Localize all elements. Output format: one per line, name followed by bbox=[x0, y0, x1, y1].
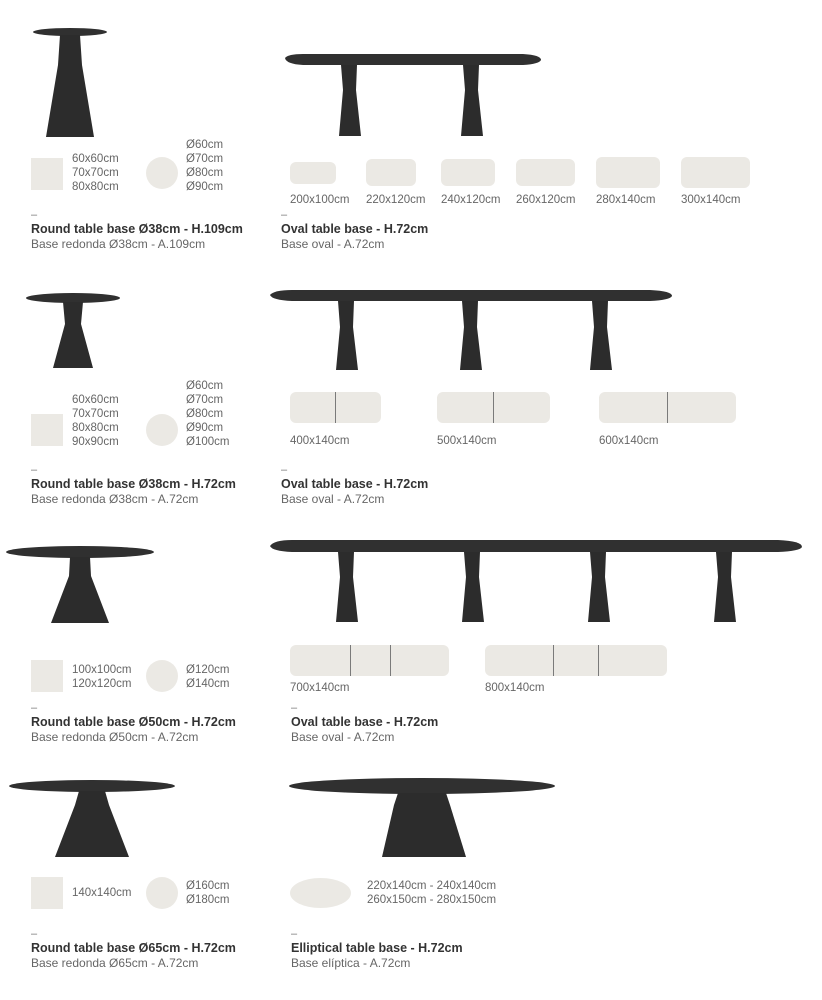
dash-separator: – bbox=[281, 464, 288, 476]
square-sizes-list: 60x60cm 70x70cm 80x80cm bbox=[72, 153, 119, 193]
oval-size-label: 280x140cm bbox=[596, 194, 656, 206]
round-top-swatch bbox=[146, 414, 178, 446]
oval-top-swatch bbox=[681, 157, 750, 188]
dash-separator: – bbox=[291, 702, 298, 714]
square-top-swatch bbox=[31, 414, 63, 446]
oval-top-swatch bbox=[599, 392, 736, 423]
round-table-image bbox=[7, 775, 179, 860]
square-top-swatch bbox=[31, 660, 63, 692]
square-top-swatch bbox=[31, 877, 63, 909]
oval-top-swatch bbox=[290, 162, 336, 184]
oval-top-swatch bbox=[516, 159, 575, 186]
elliptical-sizes-list: 220x140cm - 240x140cm 260x150cm - 280x150cm bbox=[367, 880, 497, 906]
elliptical-top-swatch bbox=[290, 878, 351, 908]
round-sizes-list: Ø60cm Ø70cm Ø80cm Ø90cm Ø100cm bbox=[186, 380, 230, 448]
product-subtitle: Base oval - A.72cm bbox=[291, 730, 395, 744]
dash-separator: – bbox=[31, 209, 38, 221]
oval-size-label: 220x120cm bbox=[366, 194, 426, 206]
dash-separator: – bbox=[281, 209, 288, 221]
product-title: Round table base Ø38cm - H.109cm bbox=[31, 222, 243, 236]
oval-top-swatch bbox=[441, 159, 495, 186]
round-sizes-list: Ø120cm Ø140cm bbox=[186, 664, 230, 690]
oval-size-label: 400x140cm bbox=[290, 435, 350, 447]
product-title: Round table base Ø65cm - H.72cm bbox=[31, 941, 236, 955]
product-title: Round table base Ø38cm - H.72cm bbox=[31, 477, 236, 491]
product-subtitle: Base redonda Ø38cm - A.109cm bbox=[31, 237, 206, 251]
oval-top-swatch bbox=[290, 645, 449, 676]
square-sizes-list: 140x140cm bbox=[72, 887, 132, 899]
product-subtitle: Base redonda Ø50cm - A.72cm bbox=[31, 730, 199, 744]
oval-size-label: 600x140cm bbox=[599, 435, 659, 447]
oval-size-label: 300x140cm bbox=[681, 194, 741, 206]
oval-size-label: 240x120cm bbox=[441, 194, 501, 206]
oval-table-3-leg-image bbox=[268, 285, 678, 373]
product-subtitle: Base oval - A.72cm bbox=[281, 237, 385, 251]
product-subtitle: Base elíptica - A.72cm bbox=[291, 956, 411, 970]
product-title: Elliptical table base - H.72cm bbox=[291, 941, 463, 955]
oval-top-swatch bbox=[437, 392, 550, 423]
round-sizes-list: Ø60cm Ø70cm Ø80cm Ø90cm bbox=[186, 139, 224, 193]
oval-size-label: 260x120cm bbox=[516, 194, 576, 206]
oval-top-swatch bbox=[290, 392, 381, 423]
square-sizes-list: 60x60cm 70x70cm 80x80cm 90x90cm bbox=[72, 394, 119, 448]
round-table-image bbox=[25, 288, 125, 370]
oval-size-label: 700x140cm bbox=[290, 682, 350, 694]
elliptical-table-image bbox=[288, 775, 560, 860]
square-top-swatch bbox=[31, 158, 63, 190]
oval-table-4-leg-image bbox=[268, 535, 808, 625]
round-sizes-list: Ø160cm Ø180cm bbox=[186, 880, 230, 906]
dash-separator: – bbox=[31, 464, 38, 476]
tall-round-table-image bbox=[30, 25, 115, 140]
round-top-swatch bbox=[146, 660, 178, 692]
round-table-image bbox=[5, 540, 157, 625]
oval-table-2-leg-image bbox=[283, 50, 545, 140]
square-sizes-list: 100x100cm 120x120cm bbox=[72, 664, 132, 690]
oval-size-label: 200x100cm bbox=[290, 194, 350, 206]
product-title: Oval table base - H.72cm bbox=[281, 477, 429, 491]
dash-separator: – bbox=[291, 928, 298, 940]
product-title: Oval table base - H.72cm bbox=[281, 222, 429, 236]
round-top-swatch bbox=[146, 877, 178, 909]
oval-top-swatch bbox=[596, 157, 660, 188]
dash-separator: – bbox=[31, 702, 38, 714]
product-subtitle: Base oval - A.72cm bbox=[281, 492, 385, 506]
oval-size-label: 500x140cm bbox=[437, 435, 497, 447]
oval-top-swatch bbox=[366, 159, 416, 186]
product-title: Round table base Ø50cm - H.72cm bbox=[31, 715, 236, 729]
product-title: Oval table base - H.72cm bbox=[291, 715, 439, 729]
round-top-swatch bbox=[146, 157, 178, 189]
product-subtitle: Base redonda Ø38cm - A.72cm bbox=[31, 492, 199, 506]
product-subtitle: Base redonda Ø65cm - A.72cm bbox=[31, 956, 199, 970]
oval-size-label: 800x140cm bbox=[485, 682, 545, 694]
dash-separator: – bbox=[31, 928, 38, 940]
oval-top-swatch bbox=[485, 645, 667, 676]
